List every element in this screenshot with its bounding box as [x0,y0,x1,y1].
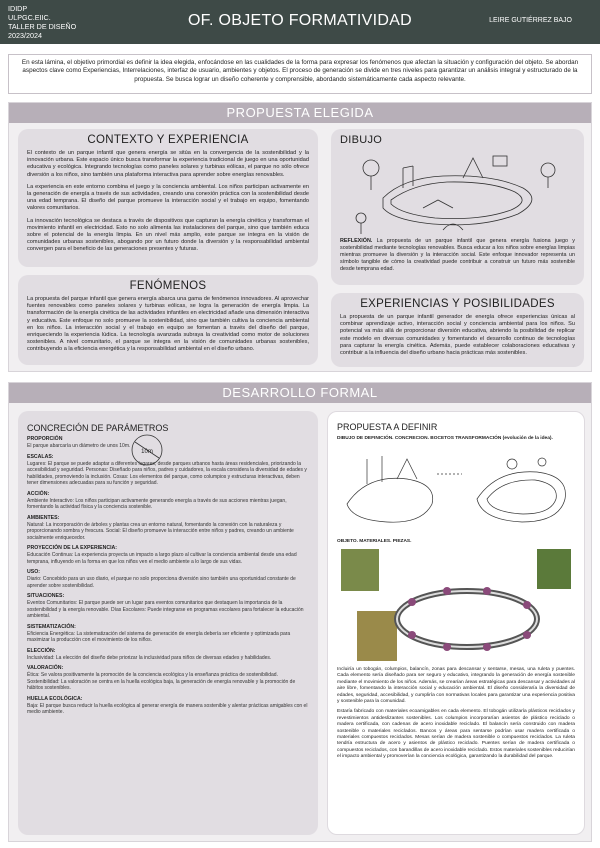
param-body: Diario: Concebido para un uso diario, el parque no solo proporciona diversión sino también una oportunidad constante de aprender sobre sostenibilidad. [27,576,296,589]
course-line: IDIDP [8,4,28,13]
desarrollo-banner: DESARROLLO FORMAL [9,383,591,403]
param-item [27,491,309,511]
concrecion-card [18,411,318,835]
param-heading: VALORACIÓN: [27,665,64,671]
park-sketch-drawing [343,148,573,238]
param-heading: PROYECCIÓN DE LA EXPERIENCIA: [27,545,118,551]
param-body: El parque abarcaría un diámetro de unos 10m. [27,443,131,449]
param-item [27,624,309,644]
objeto-body-2: Estaría fabricado con materiales ecoamigables en cada elemento. El tobogán utilizaría plásticos reciclados y revestimientos antideslizantes sostenibles. Los columpios incorporarían asientos de plástico reciclado o madera certificada, con cadenas de acero inoxidable reciclado. El balancín sería construido con madera sostenible o materiales reciclados. Bancos y áreas para sentarse podrían usar madera certificada o materiales compuestos reciclados. Mesas serían de madera sostenible o compuestos reciclados. La ruleta tendría estructura de acero y asientos de plástico reciclado. Puentes serían de madera certificada o compuestos reciclados, con barandillas de acero inoxidable reciclado. Estos materiales sostenibles reducirían el impacto ambiental y promoverían la conciencia ecológica, garantizando la durabilidad del parque. [337,709,575,760]
propuesta-definir-title: PROPUESTA A DEFINIR [337,422,438,432]
param-heading: ELECCIÓN: [27,647,56,654]
objeto-body-1: Incluiría un tobogán, columpios, balancín, zonas para descansar y sentarse, mesas, una ruleta y puentes. Cada elemento sería diseñado para ser seguro y educativo, integrando la generación de energía sostenible mediante el movimiento de los niños. Además, se crearían áreas estratégicas para descansar y actividades al aire libre, fomentando la interacción social y educación ambiental. El diseño consideraría la diversidad de edades, seguridad, accesibilidad, y cumpliría con normativas locales para garantizar una experiencia positiva y sostenible para la comunidad. [337,667,575,705]
params-list [27,436,309,716]
objeto-ring-diagram [337,547,577,667]
dibujo-card [331,129,584,285]
param-body: Eficiencia Energética: La sistematización del sistema de generación de energía debería ser eficiente y optimizada para maximizar la producción con el movimiento de los niños. [27,630,291,643]
param-body: Eventos Comunitarios: El parque puede ser un lugar para eventos comunitarios que destaquen la importancia de la sostenibilidad y la energía renovable. Días Escolares: Puede integrarse en programas escolares para fortalecer la educación ambiental. [27,600,304,619]
dibujo-caption: DIBUJO DE DEFINICIÓN. CONCRECION. BOCETOS TRANSFORMACIÓN (evolución de la idea). [337,436,553,441]
diameter-circle-icon [130,433,164,467]
param-item [27,545,309,565]
author-name: LEIRE GUTIÉRREZ BAJO [489,17,572,24]
param-body: Natural: La incorporación de árboles y plantas crea un entorno natural, fomentando la conexión con la naturaleza y proporcionando sombra y frescura. Social: El diseño promueve la interacción entre niños y padres, creando un ambiente socialmente enriquecedor. [27,521,294,541]
concrecion-title: CONCRECIÓN DE PARÁMETROS [27,423,169,433]
param-item [27,454,309,487]
desarrollo-section [8,382,592,842]
objeto-caption: OBJETO. MATERIALES. PIEZAS. [337,539,412,544]
dibujo-title: DIBUJO [340,134,383,146]
park-sketch [343,148,573,238]
contexto-paragraph: La innovación tecnológica se destaca a través de dispositivos que capturan la energía cinética y transforman el movimiento infantil en electricidad. Esto no solo alimenta las instalaciones del parque, sino que también educa sobre el potencial de la energía limpia. En un nivel más amplio, este parque se integra en la visión de comunidades urbanas sostenibles, abogando por un futuro donde la diversión y la responsabilidad ambiental convergen para el beneficio de las generaciones presentes y futuras. [27,217,309,253]
contexto-paragraph: El contexto de un parque infantil que genera energía se sitúa en la convergencia de la sostenibilidad y la innovación urbana. Este espacio único busca transformar la experiencia tradicional de juego en una oportunidad educativa y ecológica. Integrando tecnologías como paneles solares y turbinas eólicas, el parque no sólo ofrece diversión a los niños, sino también una plataforma interactiva para aprender sobre energías renovables. [27,150,309,178]
contexto-card [18,129,318,267]
param-heading: HUELLA ECOLÓGICA: [27,695,83,702]
definition-sketches [337,444,577,534]
intro-text: En esta lámina, el objetivo primordial es definir la idea elegida, enfocándose en las cualidades de la forma para expresar los fenómenos que afectan la situación y configuración del objeto. Se abordan aspectos clave como Experiencias, Interrelaciones, interfaz de usuario, ambientes y objetos. El proceso de generación se divide en tres niveles para garantizar un análisis integral y estructurado de la propuesta. Se busca lograr un diseño coherente y comprensible, abordando sistemáticamente cada aspecto relevante. [8,54,592,94]
propuesta-section [8,102,592,372]
page-header [0,0,600,44]
propuesta-banner: PROPUESTA ELEGIDA [9,103,591,123]
param-heading: AMBIENTES: [27,514,60,521]
experiencias-paragraph: La propuesta de un parque infantil generador de energía ofrece experiencias únicas al combinar aprendizaje activo, interacción social y conciencia ambiental para los niños. Su potencial va más allá de proporcionar diversión educativa, abriendo la posibilidad de replicar este modelo en diversas comunidades y fomentando el desarrollo continuo de tecnologías para capturar la energía cinética. Además, puede establecer colaboraciones educativas y contribuir a la influencia del diseño urbano hacia prácticas más sostenibles. [340,314,575,357]
param-body: Lugares: El parque se puede adaptar a diferentes lugares, desde parques urbanos hasta áreas residenciales, priorizando la accesibilidad y seguridad. Personas: Diseñado para niños, padres y cuidadores, la escala considera la diversidad de edades y habilidades, promoviendo la inclusión. Cosas: Los elementos del parque, como columpios y estructuras interactivas, deben tener dimensiones adecuadas para su función y seguridad. [27,460,307,486]
propuesta-definir-card [327,411,585,835]
param-heading: PROPORCIÓN [27,436,63,442]
param-item [27,696,309,716]
param-item [27,593,309,620]
experiencias-card [331,293,584,367]
fenomenos-card [18,275,318,365]
reflexion-body: La propuesta de un parque infantil que genera energía fusiona juego y sostenibilidad mediante tecnologías renovables. Busca educar a los niños sobre energías limpias mientras promueve la diversión y la interacción social. Este enfoque innovador representa un símbolo tangible de cómo la creatividad puede contribuir a construir un futuro más sostenible desde temprana edad. [340,238,575,272]
param-item [27,648,309,662]
course-line: TALLER DE DISEÑO [8,22,77,31]
param-body: Baja: El parque busca reducir la huella ecológica al generar energía de manera sostenible y alentar prácticas amigables con el medio ambiente. [27,702,308,715]
param-body: Educación Continua: La experiencia proyecta un impacto a largo plazo al cultivar la conciencia ambiental desde una edad temprana, influyendo en la forma en que los niños ven el medio ambiente a lo largo de sus vidas. [27,552,297,565]
page-title: OF. OBJETO FORMATIVIDAD [187,12,413,29]
experiencias-title: EXPERIENCIAS Y POSIBILIDADES [360,298,555,310]
param-item [27,436,309,450]
fenomenos-paragraph: La propuesta del parque infantil que genera energía abarca una gama de fenómenos innovadores. Al aprovechar fuentes renovables como paneles solares y turbinas eólicas, se logra la generación de energía limpia. La transformación de la energía cinética de las actividades infantiles en electricidad añade una dimensión interactiva y educativa. Este enfoque no solo promueve la sostenibilidad, sino que también cultiva la conciencia ambiental en los niños. La interacción social y el trabajo en equipo se fomentan a través del diseño del parque, enriqueciendo la experiencia lúdica. La tecnología avanzada subraya la creatividad como motor de soluciones sostenibles. A nivel comunitario, el parque se integra en la visión de comunidades urbanas sostenibles, contribuyendo a la eficiencia energética y la responsabilidad ambiental en el diseño urbano. [27,296,309,353]
reflexion-text [340,238,575,273]
diameter-label: 10m [141,449,153,455]
param-body: Inclusividad: La elección del diseño debe priorizar la inclusividad para niños de diversas edades y habilidades. [27,654,272,661]
param-heading: ESCALAS: [27,453,54,460]
param-item [27,569,309,589]
objeto-visuals [337,547,575,667]
contexto-paragraph: La experiencia en este entorno combina el juego y la conciencia ambiental. Los niños participan activamente en la generación de energía a través de sus actividades, creando una conexión práctica con la sostenibilidad desde una edad temprana. El diseño del parque promueve la interacción social y el trabajo en equipo, fomentando valores comunitarios. [27,183,309,212]
param-heading: ACCIÓN: [27,490,50,497]
contexto-title: CONTEXTO Y EXPERIENCIA [87,134,249,146]
course-line: ULPGC.EIIC. [8,13,51,22]
course-line: 2023/2024 [8,31,42,40]
param-item [27,665,309,692]
reflexion-label: REFLEXIÓN. [340,238,373,244]
param-body: Ambiente Interactivo: Los niños participan activamente generando energía a través de sus acciones mientras juegan, fomentando la actividad física y la conciencia sostenible. [27,497,287,510]
fenomenos-title: FENÓMENOS [129,280,207,292]
param-body: Ética: Se valora positivamente la promoción de la conciencia ecológica y la enseñanza práctica de sostenibilidad. Sostenibilidad: La valoración se centra en la huella ecológica baja, la generación de energía renovable y la promoción de hábitos sostenibles. [27,672,296,691]
param-heading: SISTEMATIZACIÓN: [27,623,76,630]
param-item [27,515,309,542]
param-heading: USO: [27,569,40,575]
param-heading: SITUACIONES: [27,593,65,599]
